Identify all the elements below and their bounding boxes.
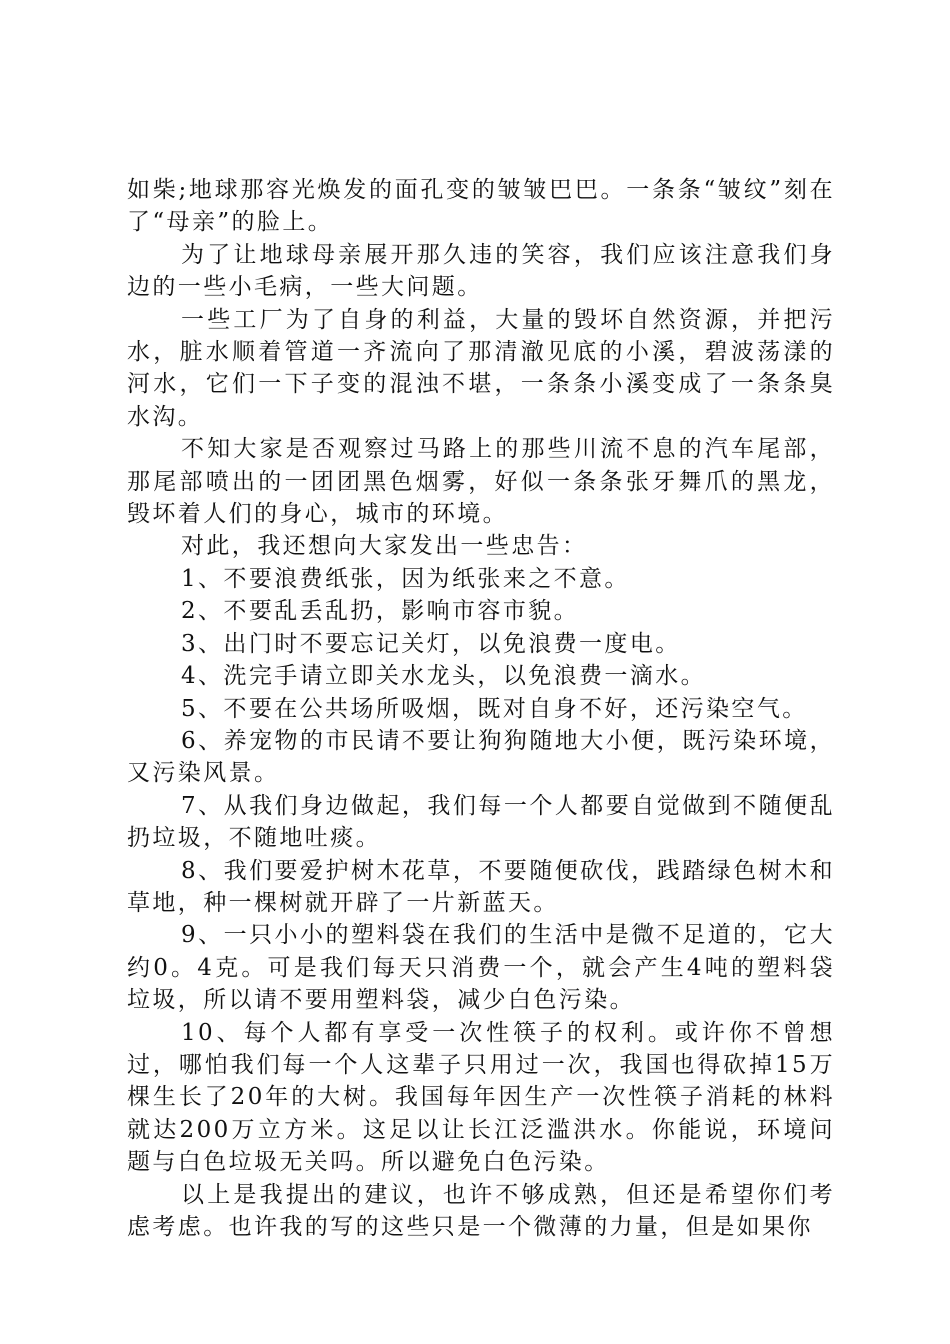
list-item-7: 7、从我们身边做起，我们每一个人都要自觉做到不随便乱扔垃圾，不随地吐痰。 bbox=[127, 792, 835, 852]
list-item-10: 10、每个人都有享受一次性筷子的权利。或许你不曾想过，哪怕我们每一个人这辈子只用过一次，我国也得砍掉15万棵生长了20年的大树。我国每年因生产一次性筷子消耗的林料就达200万立方米。这足以让长江泛滥洪水。你能说，环境问题与白色垃圾无关吗。所以避免白色污染。 bbox=[127, 1019, 835, 1176]
list-item-1: 1、不要浪费纸张，因为纸张来之不意。 bbox=[181, 565, 630, 592]
paragraph-3: 一些工厂为了自身的利益，大量的毁坏自然资源，并把污水，脏水顺着管道一齐流向了那清澈见底的小溪，碧波荡漾的河水，它们一下子变的混浊不堪，一条条小溪变成了一条条臭水沟。 bbox=[127, 306, 835, 430]
paragraph-1: 如柴;地球那容光焕发的面孔变的皱皱巴巴。一条条“皱纹”刻在了“母亲”的脸上。 bbox=[127, 177, 835, 236]
paragraph-2: 为了让地球母亲展开那久违的笑容，我们应该注意我们身边的一些小毛病，一些大问题。 bbox=[127, 241, 835, 301]
list-item-9: 9、一只小小的塑料袋在我们的生活中是微不足道的，它大约0。4克。可是我们每天只消费一个，就会产生4吨的塑料袋垃圾，所以请不要用塑料袋，减少白色污染。 bbox=[127, 922, 835, 1014]
paragraph-5: 对此，我还想向大家发出一些忠告： bbox=[181, 533, 588, 560]
paragraph-4: 不知大家是否观察过马路上的那些川流不息的汽车尾部，那尾部喷出的一团团黑色烟雾，好似一条条张牙舞爪的黑龙，毁坏着人们的身心，城市的环境。 bbox=[127, 436, 835, 528]
paragraph-closing: 以上是我提出的建议，也许不够成熟，但还是希望你们考虑考虑。也许我的写的这些只是一个微薄的力量，但是如果你 bbox=[127, 1181, 835, 1240]
list-item-2: 2、不要乱丢乱扔，影响市容市貌。 bbox=[181, 598, 580, 625]
document-page bbox=[127, 174, 835, 1243]
list-item-8: 8、我们要爱护树木花草，不要随便砍伐，践踏绿色树木和草地，种一棵树就开辟了一片新蓝天。 bbox=[127, 857, 835, 916]
list-item-6: 6、养宠物的市民请不要让狗狗随地大小便，既污染环境，又污染风景。 bbox=[127, 727, 835, 787]
list-item-4: 4、洗完手请立即关水龙头，以免浪费一滴水。 bbox=[181, 663, 707, 690]
list-item-5: 5、不要在公共场所吸烟，既对自身不好，还污染空气。 bbox=[181, 695, 808, 722]
list-item-3: 3、出门时不要忘记关灯，以免浪费一度电。 bbox=[181, 630, 681, 657]
